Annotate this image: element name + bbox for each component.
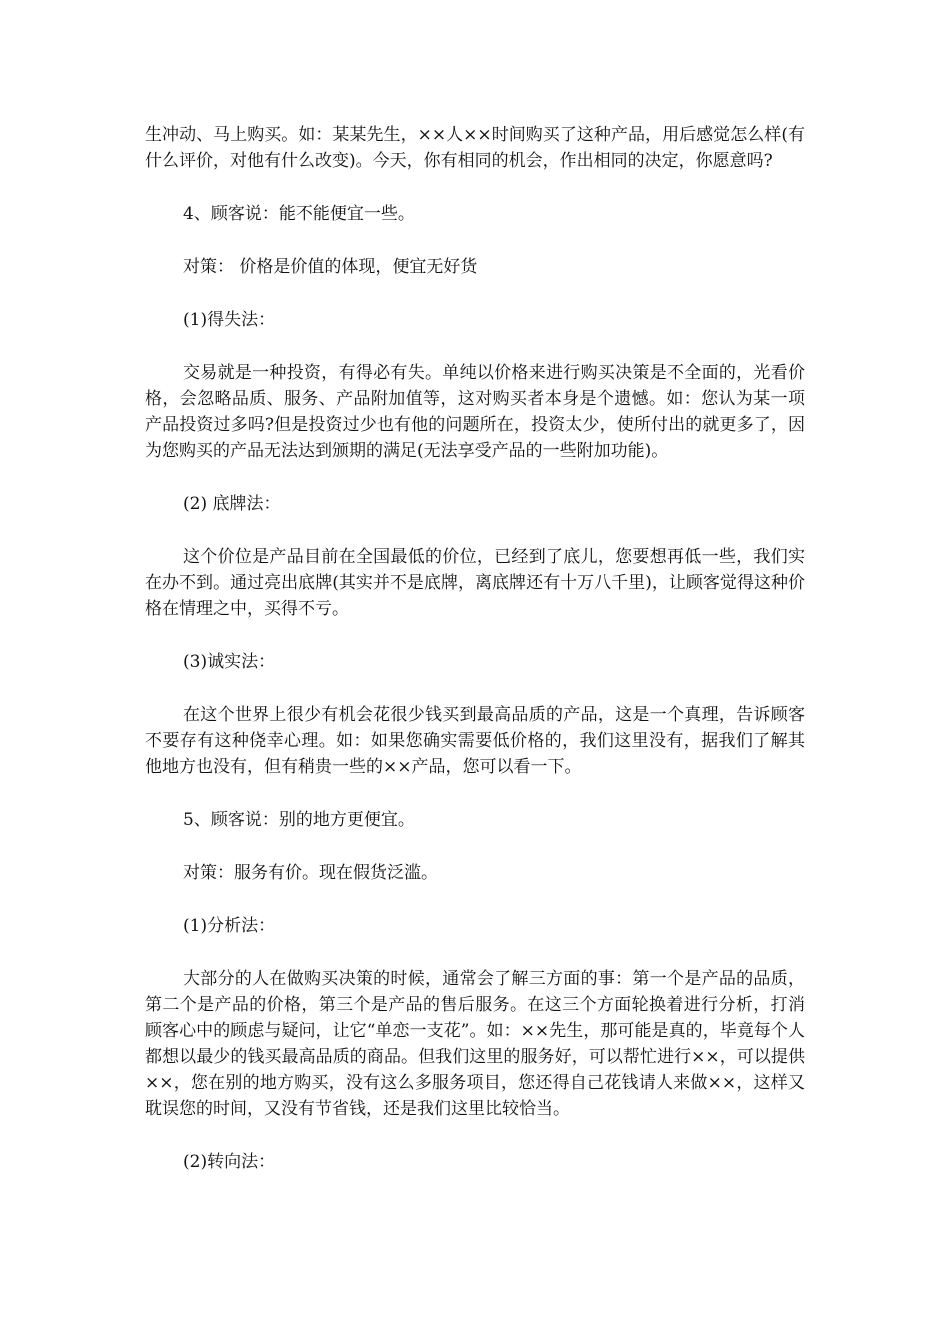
paragraph-continuation: 生冲动、马上购买。如：某某先生，××人××时间购买了这种产品，用后感觉怎么样(有什么评价，对他有什么改变)。今天，你有相同的机会，作出相同的决定，你愿意吗? — [145, 125, 805, 171]
method-heading: (3)诚实法： — [183, 652, 276, 672]
strategy-line: 对策： 价格是价值的体现，便宜无好货 — [183, 257, 478, 277]
method-heading: (1)分析法： — [183, 916, 276, 936]
method-heading: (2)转向法： — [183, 1152, 276, 1172]
document-body — [145, 122, 805, 1202]
paragraph: 在这个世界上很少有机会花很少钱买到最高品质的产品，这是一个真理，告诉顾客不要存有这种侥幸心理。如：如果您确实需要低价格的，我们这里没有，据我们了解其他地方也没有，但有稍贵一些的××产品，您可以看一下。 — [145, 705, 805, 777]
section-heading-5: 5、顾客说：别的地方更便宜。 — [183, 810, 415, 830]
strategy-line: 对策：服务有价。现在假货泛滥。 — [183, 863, 438, 883]
method-heading: (1)得失法： — [183, 310, 276, 330]
paragraph: 大部分的人在做购买决策的时候，通常会了解三方面的事：第一个是产品的品质，第二个是产品的价格，第三个是产品的售后服务。在这三个方面轮换着进行分析，打消顾客心中的顾虑与疑问，让它“单恋一支花”。如：××先生，那可能是真的，毕竟每个人都想以最少的钱买最高品质的商品。但我们这里的服务好，可以帮忙进行××，可以提供××，您在别的地方购买，没有这么多服务项目，您还得自己花钱请人来做××，这样又耽误您的时间，又没有节省钱，还是我们这里比较恰当。 — [145, 969, 805, 1119]
method-heading: (2) 底牌法： — [183, 494, 281, 514]
paragraph: 交易就是一种投资，有得必有失。单纯以价格来进行购买决策是不全面的，光看价格，会忽略品质、服务、产品附加值等，这对购买者本身是个遗憾。如：您认为某一项产品投资过多吗?但是投资过少也有他的问题所在，投资太少，使所付出的就更多了，因为您购买的产品无法达到颁期的满足(无法享受产品的一些附加功能)。 — [145, 363, 805, 461]
section-heading-4: 4、顾客说：能不能便宜一些。 — [183, 204, 415, 224]
paragraph: 这个价位是产品目前在全国最低的价位，已经到了底儿，您要想再低一些，我们实在办不到。通过亮出底牌(其实并不是底牌，离底牌还有十万八千里)，让顾客觉得这种价格在情理之中，买得不亏。 — [145, 547, 805, 619]
